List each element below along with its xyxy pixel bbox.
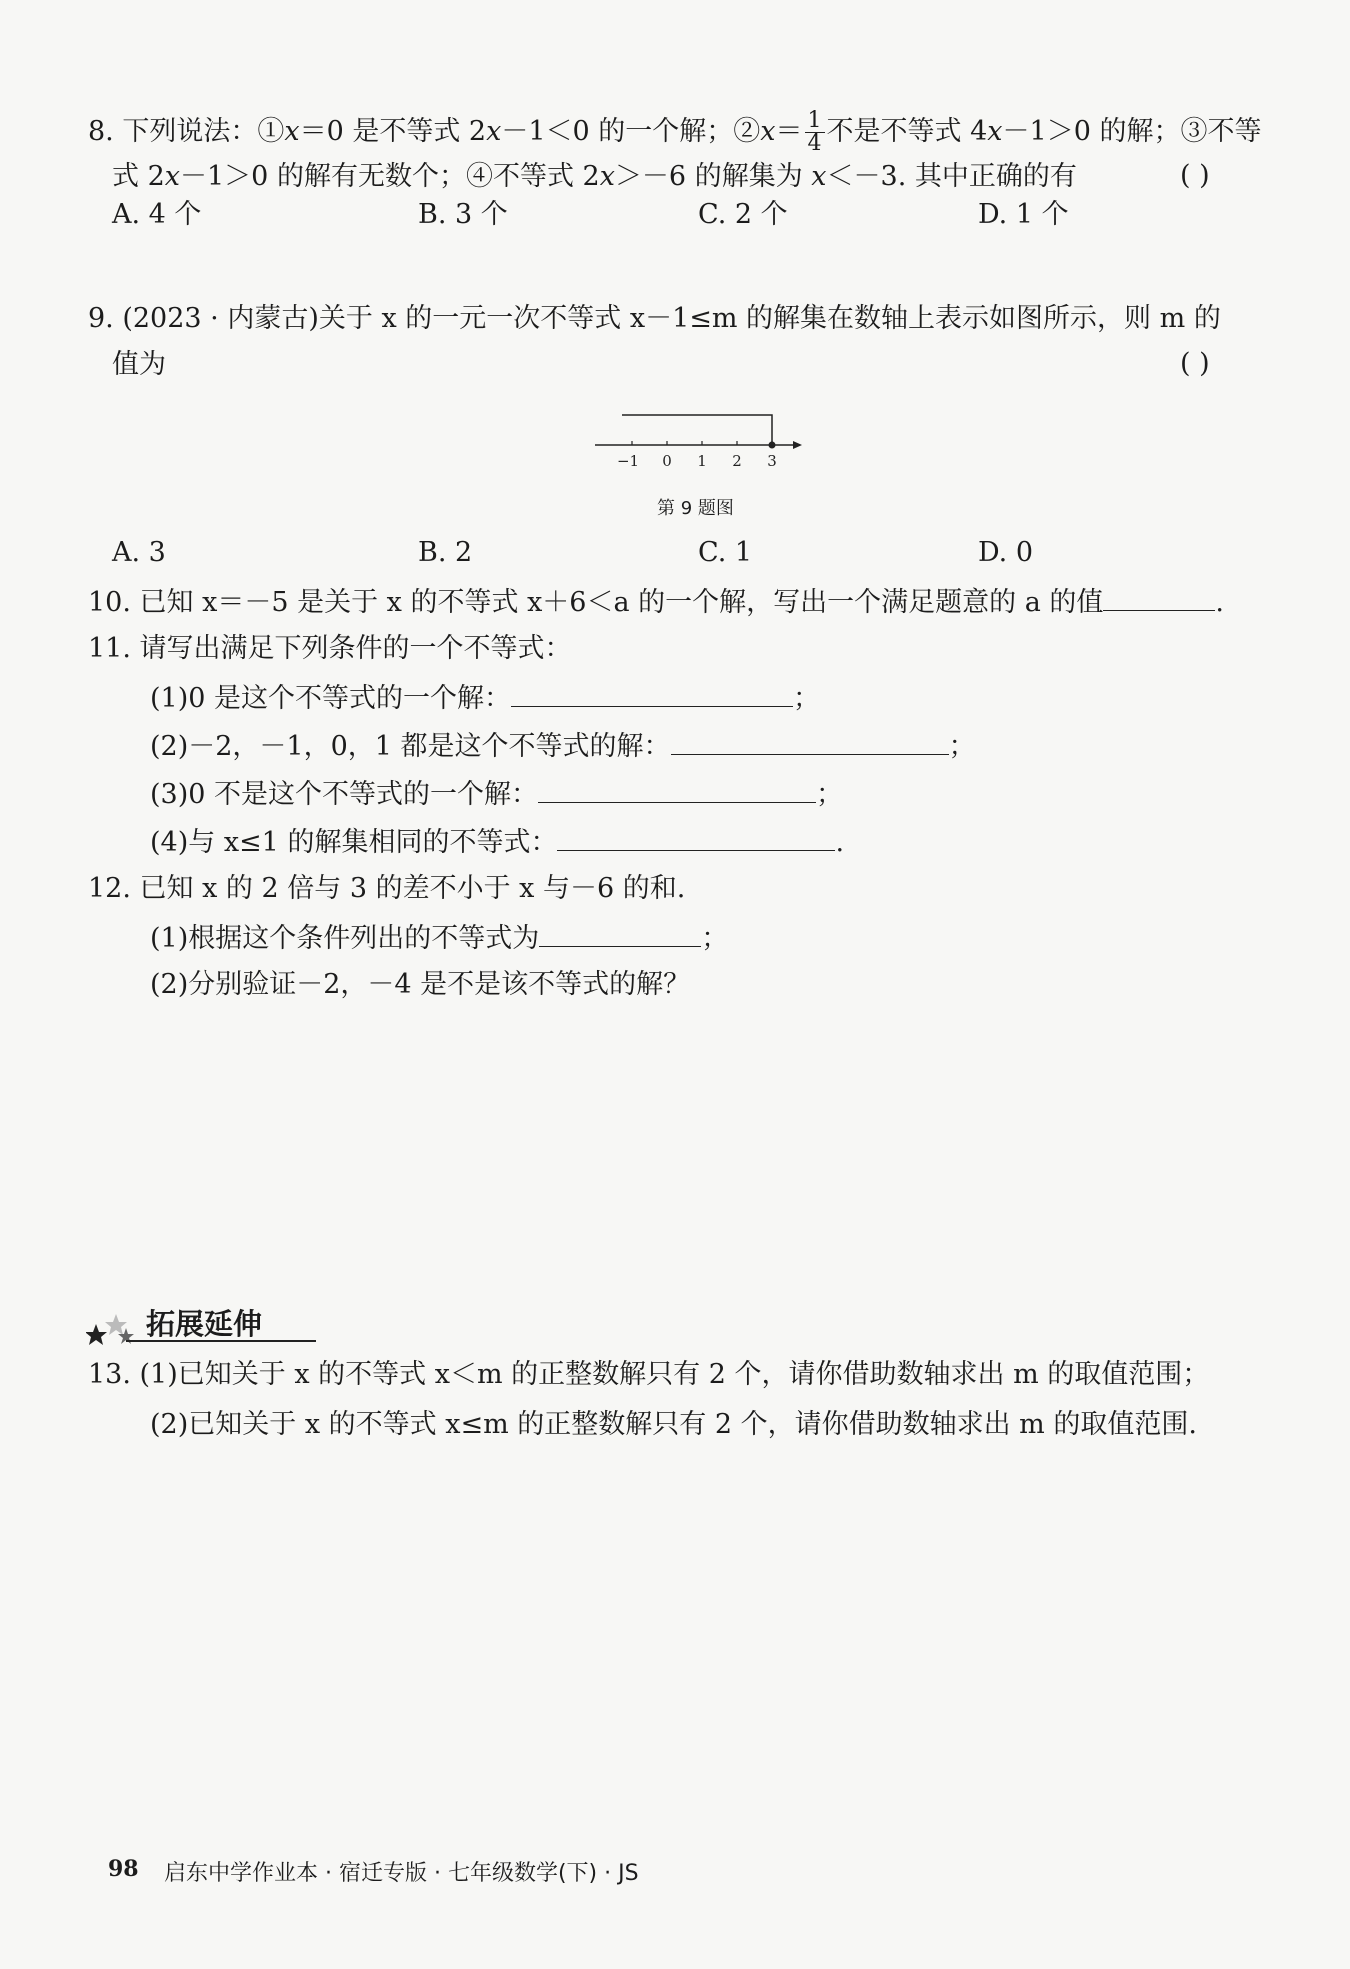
- q8-text: 8. 下列说法：①: [88, 116, 285, 147]
- closed-endpoint: [769, 442, 776, 449]
- solution-set-bracket: [622, 415, 772, 445]
- q9-option-a[interactable]: A. 3: [112, 537, 166, 568]
- tick-label: −1: [616, 452, 640, 470]
- q11-item-text: (2)－2，－1，0，1 都是这个不等式的解：: [150, 731, 671, 762]
- q11-item-text: (4)与 x≤1 的解集相同的不等式：: [150, 827, 558, 858]
- q11-item-3: [150, 776, 843, 812]
- q10-text: 10. 已知 x＝－5 是关于 x 的不等式 x＋6＜a 的一个解，写出一个满足题意的 a 的值: [88, 587, 1104, 618]
- q8-text: －1＞0 的解有无数个；④不等式 2: [180, 161, 600, 192]
- fraction-numerator: 1: [805, 110, 825, 133]
- q8-text: ＞－6 的解集为: [614, 161, 812, 192]
- q11-item-text: (3)0 不是这个不等式的一个解：: [150, 779, 539, 810]
- q11-item-end: ；: [948, 731, 976, 762]
- q13-line-2: (2)已知关于 x 的不等式 x≤m 的正整数解只有 2 个，请你借助数轴求出 m 的取值范围.: [150, 1409, 1197, 1440]
- var-x: x: [164, 161, 180, 192]
- var-x: x: [599, 161, 615, 192]
- section-underline: [126, 1340, 316, 1342]
- q9-answer-paren[interactable]: ( ): [1180, 348, 1210, 379]
- q9-option-b[interactable]: B. 2: [418, 537, 473, 568]
- q8-text: －1＞0 的解；③不等: [1002, 116, 1262, 147]
- q8-line-1: [88, 110, 1261, 155]
- q12-stem: 12. 已知 x 的 2 倍与 3 的差不小于 x 与－6 的和.: [88, 873, 686, 904]
- q9-option-d[interactable]: D. 0: [978, 537, 1034, 568]
- q11-item-1: [150, 680, 820, 716]
- q8-text: ＜－3. 其中正确的有: [826, 161, 1077, 192]
- q8-text: ＝: [775, 116, 803, 147]
- var-x: x: [486, 116, 502, 147]
- tick-label: 2: [732, 452, 742, 470]
- number-line-figure: [590, 405, 810, 475]
- q8-line-2: [112, 160, 1077, 194]
- q12-answer-blank[interactable]: [539, 920, 701, 947]
- q13-line-1: 13. (1)已知关于 x 的不等式 x＜m 的正整数解只有 2 个，请你借助数轴求出 m 的取值范围；: [88, 1359, 1210, 1390]
- q12-part-1: [150, 920, 728, 956]
- q12-part-2: (2)分别验证－2，－4 是不是该不等式的解？: [150, 969, 691, 1000]
- var-x: x: [811, 161, 827, 192]
- tick-label: 0: [662, 452, 672, 470]
- q11-item-end: .: [835, 827, 845, 858]
- q10-answer-blank[interactable]: [1103, 584, 1215, 611]
- fraction-denominator: 4: [807, 131, 822, 156]
- q8-text: 式 2: [112, 161, 165, 192]
- section-header: [86, 1302, 326, 1346]
- q8-option-c[interactable]: C. 2 个: [698, 199, 788, 230]
- tick-label: 1: [697, 452, 707, 470]
- var-x: x: [284, 116, 300, 147]
- page-number: 98: [108, 1856, 139, 1882]
- q8-option-d[interactable]: D. 1 个: [978, 199, 1069, 230]
- q11-answer-blank-4[interactable]: [557, 824, 835, 851]
- tick-label: 3: [767, 452, 777, 470]
- q11-item-end: ；: [793, 683, 821, 714]
- q11-answer-blank-2[interactable]: [671, 728, 949, 755]
- q9-option-c[interactable]: C. 1: [698, 537, 753, 568]
- var-x: x: [760, 116, 776, 147]
- q8-option-a[interactable]: A. 4 个: [112, 199, 202, 230]
- section-title: 拓展延伸: [146, 1307, 263, 1341]
- q10-line: [88, 584, 1224, 620]
- figure-caption: 第 9 题图: [657, 498, 734, 519]
- q11-answer-blank-1[interactable]: [511, 680, 793, 707]
- q12-part1-text: (1)根据这个条件列出的不等式为: [150, 923, 540, 954]
- axis-arrow-icon: [793, 441, 802, 449]
- q11-answer-blank-3[interactable]: [538, 776, 816, 803]
- q9-line-1: 9. (2023 · 内蒙古)关于 x 的一元一次不等式 x－1≤m 的解集在数轴上表示如图所示，则 m 的: [88, 303, 1221, 334]
- q8-text: 不是不等式 4: [826, 116, 988, 147]
- q9-line-2: 值为: [112, 349, 166, 380]
- q8-answer-paren[interactable]: ( ): [1180, 160, 1210, 191]
- q8-text: ＝0 是不等式 2: [299, 116, 487, 147]
- q8-option-b[interactable]: B. 3 个: [418, 199, 508, 230]
- q8-text: －1＜0 的一个解；②: [501, 116, 761, 147]
- q11-item-end: ；: [816, 779, 844, 810]
- q11-item-2: [150, 728, 976, 764]
- q10-end: .: [1215, 587, 1225, 618]
- q11-item-text: (1)0 是这个不等式的一个解：: [150, 683, 512, 714]
- var-x: x: [987, 116, 1003, 147]
- q12-part1-end: ；: [701, 923, 729, 954]
- fraction-one-quarter: [805, 110, 825, 155]
- book-title-footer: 启东中学作业本 · 宿迁专版 · 七年级数学(下) · JS: [164, 1861, 639, 1886]
- q11-stem: 11. 请写出满足下列条件的一个不等式：: [88, 633, 572, 664]
- q11-item-4: [150, 824, 844, 860]
